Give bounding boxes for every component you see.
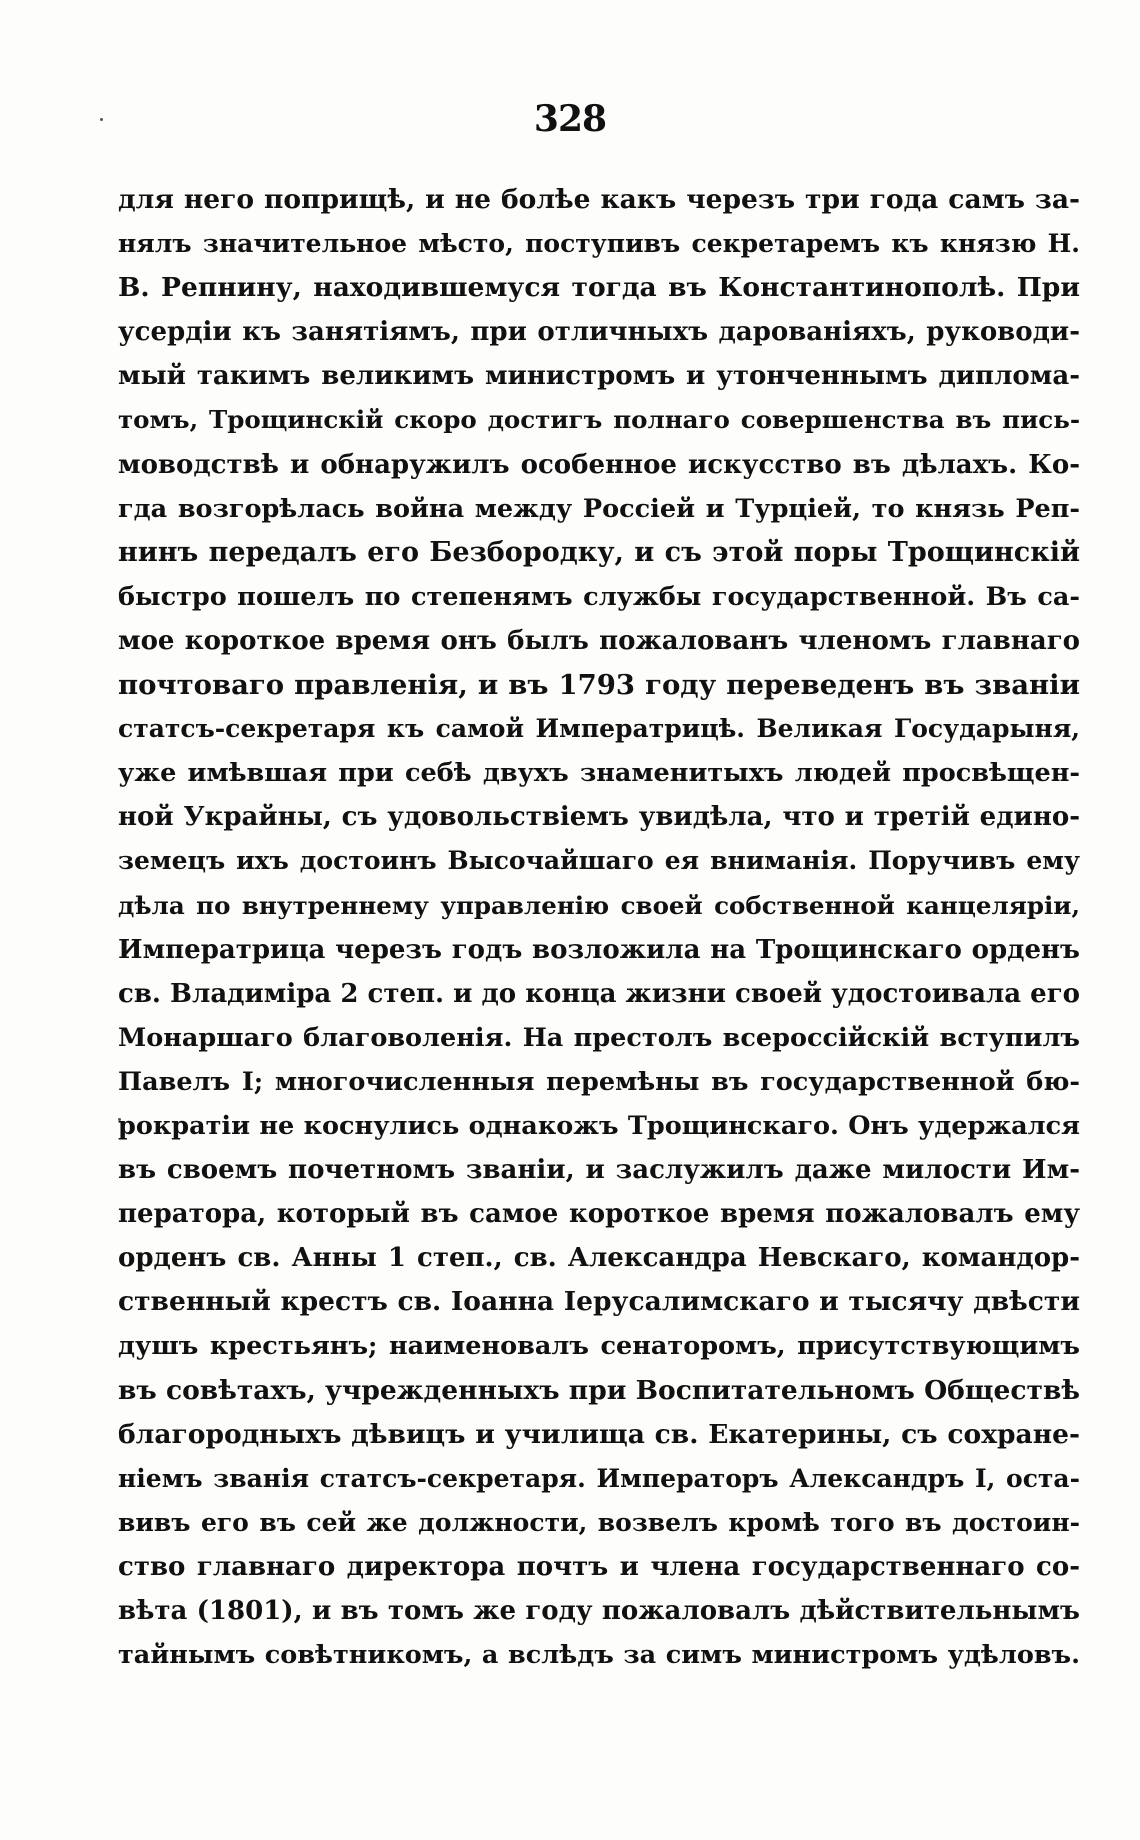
text-line: ной Украйны, съ удовольствіемъ увидѣла, что и третій едино- xyxy=(118,802,1080,833)
text-line: Императрица черезъ годъ возложила на Трощинскаго орденъ xyxy=(118,934,1080,965)
text-line: мое короткое время онъ былъ пожалованъ членомъ главнаго xyxy=(118,625,1080,656)
text-line: рократіи не коснулись однакожъ Трощинскаго. Онъ удержался xyxy=(118,1110,1080,1141)
text-line: въ своемъ почетномъ званіи, и заслужилъ даже милости Им- xyxy=(118,1155,1080,1186)
text-line: гда возгорѣлась война между Россіей и Турціей, то князь Реп- xyxy=(118,493,1080,524)
text-line: для него поприщѣ, и не болѣе какъ черезъ три года самъ за- xyxy=(118,184,1080,215)
text-line: томъ, Трощинскій скоро достигъ полнаго совершенства въ пись- xyxy=(118,405,1080,435)
text-line: благородныхъ дѣвицъ и училища св. Екатерины, съ сохране- xyxy=(118,1418,1080,1450)
text-line: ственный крестъ св. Іоанна Іерусалимскаго и тысячу двѣсти xyxy=(118,1286,1080,1318)
text-line: Павелъ I; многочисленныя перемѣны въ государственной бю- xyxy=(118,1066,1080,1097)
text-line: усердіи къ занятіямъ, при отличныхъ дарованіяхъ, руководи- xyxy=(118,317,1080,348)
text-line: душъ крестьянъ; наименовалъ сенаторомъ, присутствующимъ xyxy=(118,1331,1080,1362)
text-line: ператора, который въ самое короткое время пожаловалъ ему xyxy=(118,1199,1080,1230)
text-line: земецъ ихъ достоинъ Высочайшаго ея вниманія. Поручивъ ему xyxy=(118,846,1080,876)
body-text xyxy=(118,178,1080,1677)
text-line: нинъ передалъ его Безбородку, и съ этой поры Трощинскій xyxy=(118,536,1080,568)
text-line: дѣла по внутреннему управленію своей собственной канцеляріи, xyxy=(118,890,1080,920)
text-line: статсъ-секретаря къ самой Императрицѣ. Великая Государыня, xyxy=(118,714,1080,744)
text-line: мый такимъ великимъ министромъ и утонченнымъ диплома- xyxy=(118,361,1080,392)
text-line: моводствѣ и обнаружилъ особенное искусство въ дѣлахъ. Ко- xyxy=(118,449,1080,480)
text-line: ніемъ званія статсъ-секретаря. Императоръ Александръ I, оста- xyxy=(118,1463,1080,1493)
text-line: ство главнаго директора почтъ и члена государственнаго со- xyxy=(118,1551,1080,1582)
text-line: вѣта (1801), и въ томъ же году пожаловалъ дѣйствительнымъ xyxy=(118,1596,1080,1626)
text-line: уже имѣвшая при себѣ двухъ знаменитыхъ людей просвѣщен- xyxy=(118,758,1080,789)
text-line: нялъ значительное мѣсто, поступивъ секретаремъ къ князю Н. xyxy=(118,229,1080,259)
text-line: орденъ св. Анны 1 степ., св. Александра Невскаго, командор- xyxy=(118,1243,1080,1274)
text-line: въ совѣтахъ, учрежденныхъ при Воспитательномъ Обществѣ xyxy=(118,1374,1080,1406)
text-line: тайнымъ совѣтникомъ, а вслѣдъ за симъ министромъ удѣловъ. xyxy=(118,1640,1080,1671)
text-line: В. Репнину, находившемуся тогда въ Константинополѣ. При xyxy=(118,272,1080,304)
page-number: 328 xyxy=(533,98,607,140)
text-line: почтоваго правленія, и въ 1793 году переведенъ въ званіи xyxy=(118,669,1080,702)
text-line: св. Владиміра 2 степ. и до конца жизни своей удостоивала его xyxy=(118,978,1080,1009)
text-line: вивъ его въ сей же должности, возвелъ кромѣ того въ достоин- xyxy=(118,1507,1080,1537)
text-line: быстро пошелъ по степенямъ службы государственной. Въ са- xyxy=(118,581,1080,612)
text-line: Монаршаго благоволенія. На престолъ всероссійскій вступилъ xyxy=(118,1022,1080,1053)
